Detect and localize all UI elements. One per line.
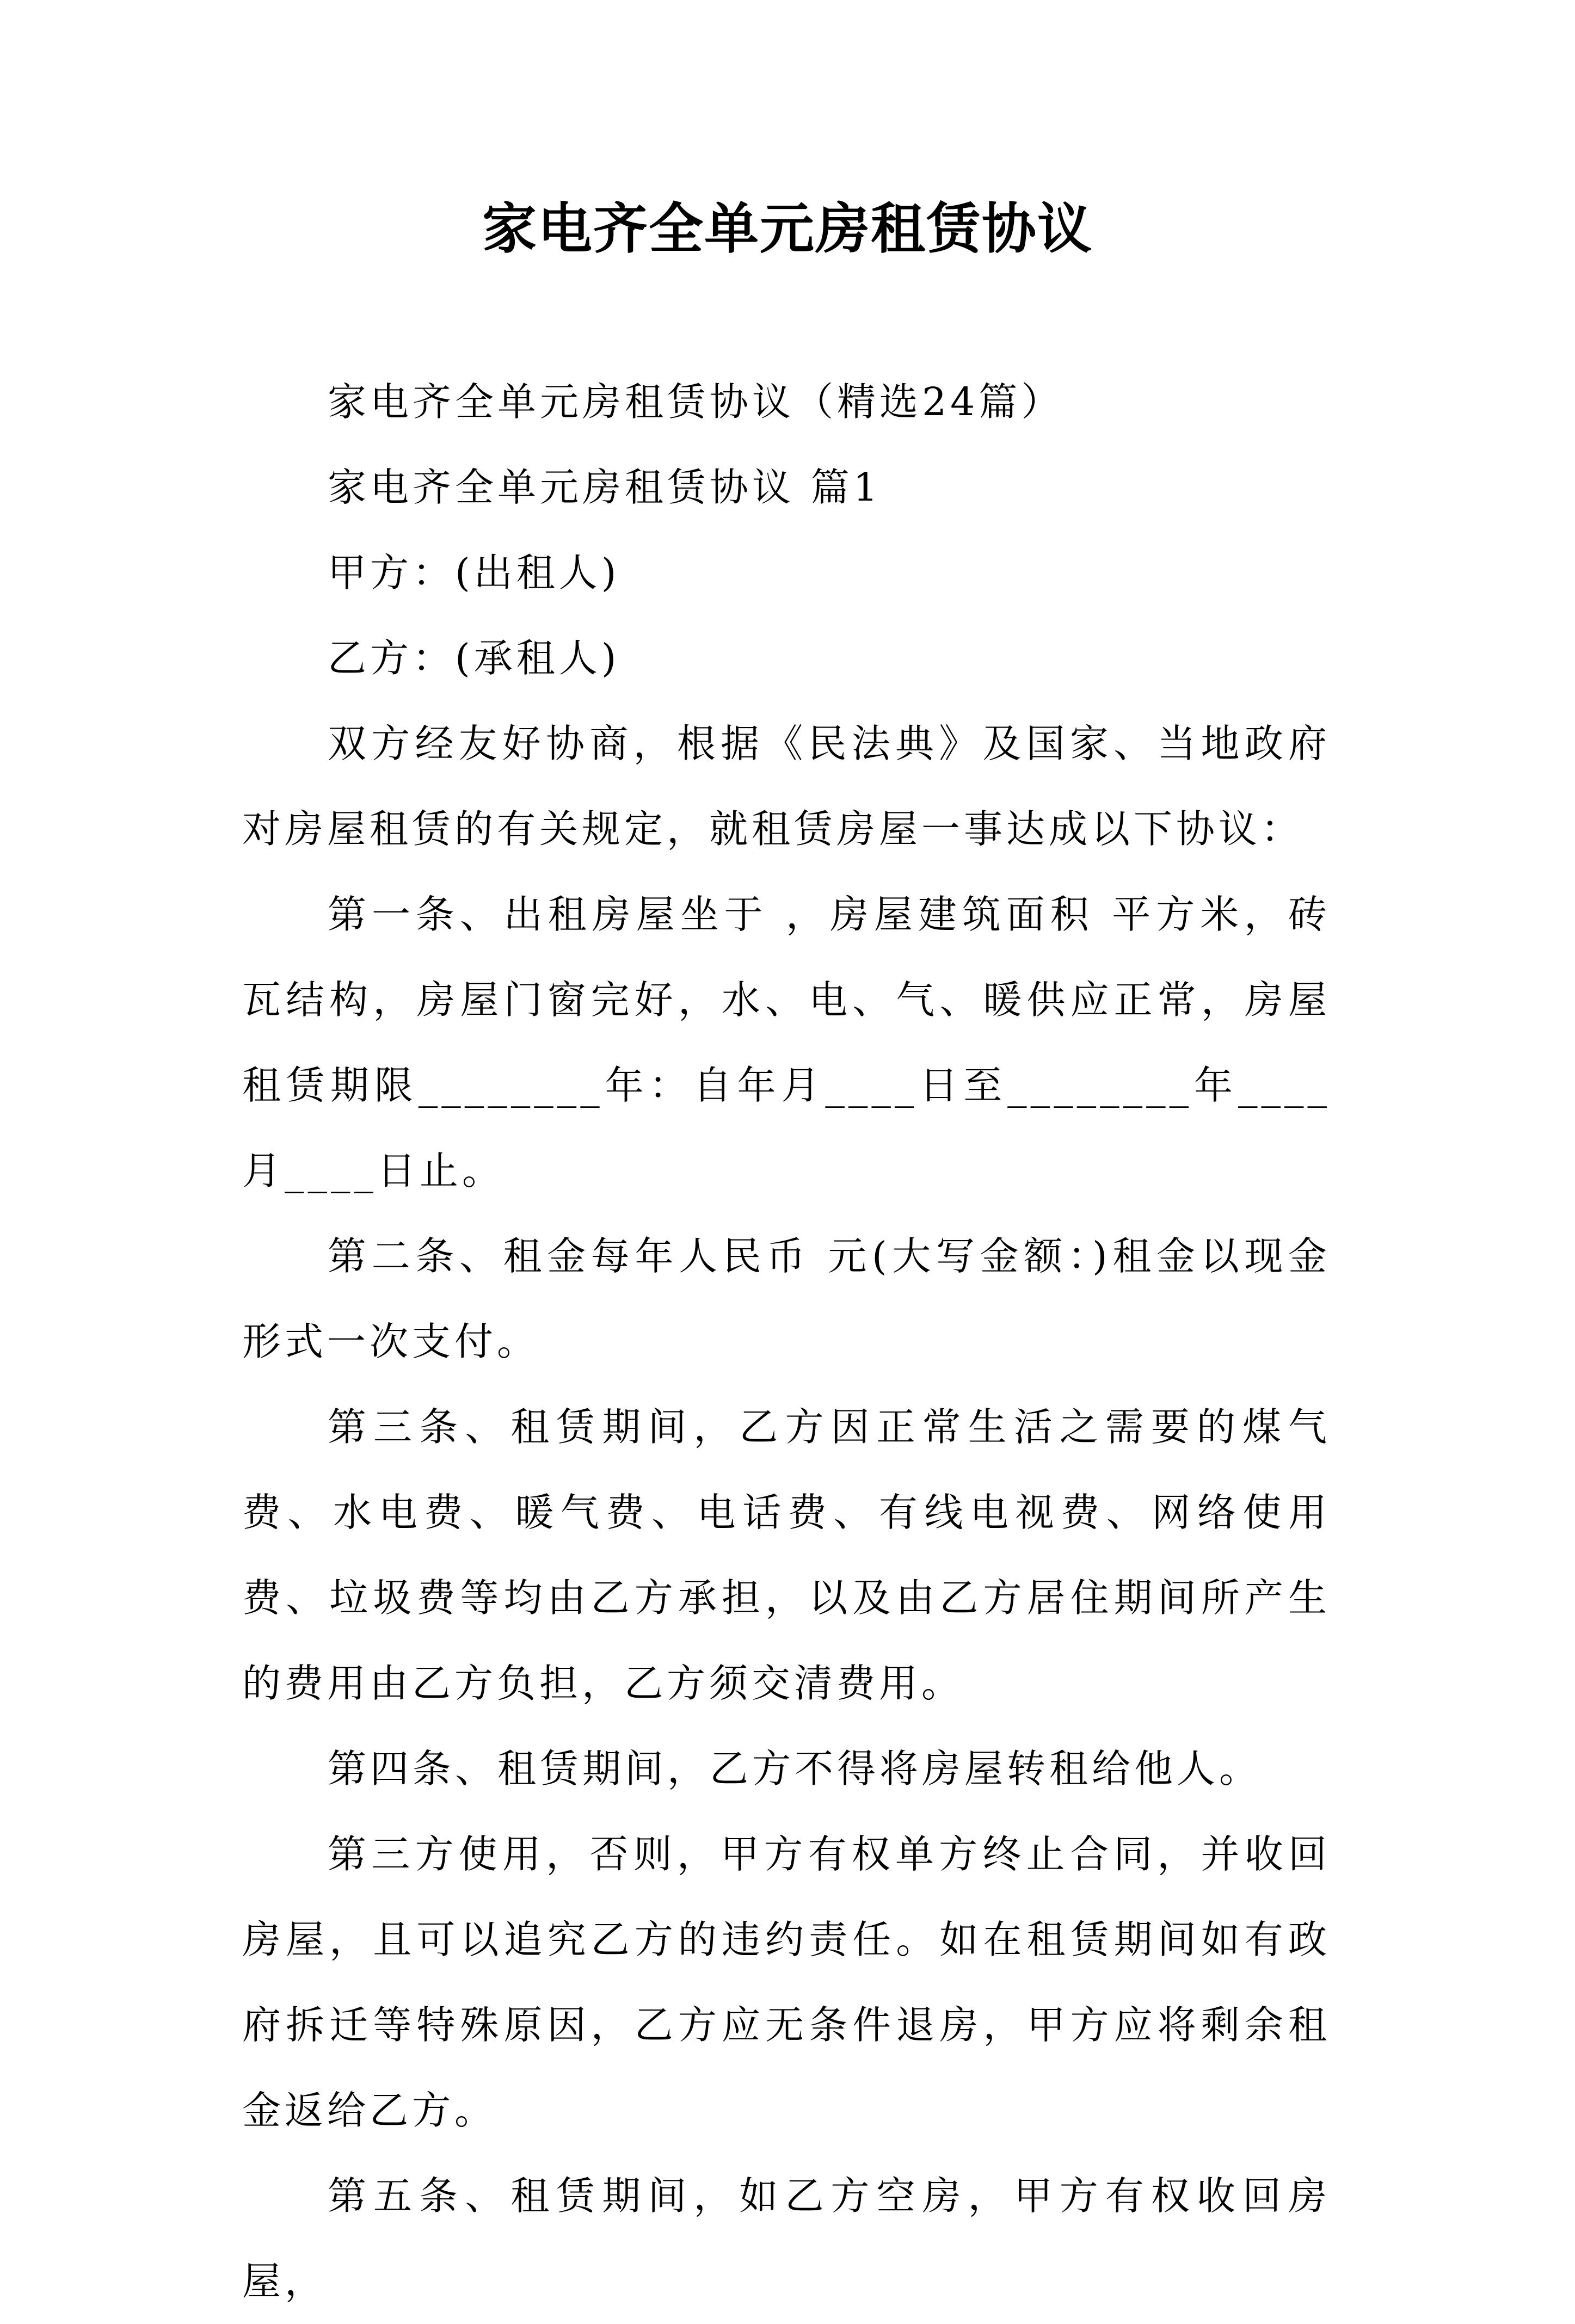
paragraph-clause-5: 第五条、租赁期间，如乙方空房，甲方有权收回房屋， bbox=[242, 2173, 1331, 2304]
paragraph-party-b: 乙方：(承租人) bbox=[328, 636, 620, 681]
paragraph-article-heading: 家电齐全单元房租赁协议 篇1 bbox=[328, 465, 882, 510]
paragraph-clause-1: 第一条、出租房屋坐于 ，房屋建筑面积 平方米，砖瓦结构，房屋门窗完好，水、电、气、暖供应正常，房屋租赁期限________年：自年月____日至________年____月____日止。 bbox=[242, 892, 1331, 1193]
paragraph-party-a: 甲方：(出租人) bbox=[328, 550, 620, 595]
document-title: 家电齐全单元房租赁协议 bbox=[482, 196, 1093, 261]
paragraph-subtitle: 家电齐全单元房租赁协议（精选24篇） bbox=[328, 379, 1064, 424]
paragraph-clause-2: 第二条、租金每年人民币 元(大写金额：)租金以现金形式一次支付。 bbox=[242, 1234, 1331, 1364]
document-body bbox=[242, 359, 1331, 2324]
paragraph-preamble: 双方经友好协商，根据《民法典》及国家、当地政府对房屋租赁的有关规定，就租赁房屋一事达成以下协议： bbox=[242, 721, 1331, 852]
paragraph-clause-4-continued: 第三方使用，否则，甲方有权单方终止合同，并收回房屋，且可以追究乙方的违约责任。如在租赁期间如有政府拆迁等特殊原因，乙方应无条件退房，甲方应将剩余租金返给乙方。 bbox=[242, 1832, 1331, 2133]
paragraph-clause-3: 第三条、租赁期间，乙方因正常生活之需要的煤气费、水电费、暖气费、电话费、有线电视费、网络使用费、垃圾费等均由乙方承担，以及由乙方居住期间所产生的费用由乙方负担，乙方须交清费用。 bbox=[242, 1404, 1331, 1706]
paragraph-clause-4: 第四条、租赁期间，乙方不得将房屋转租给他人。 bbox=[328, 1746, 1262, 1791]
